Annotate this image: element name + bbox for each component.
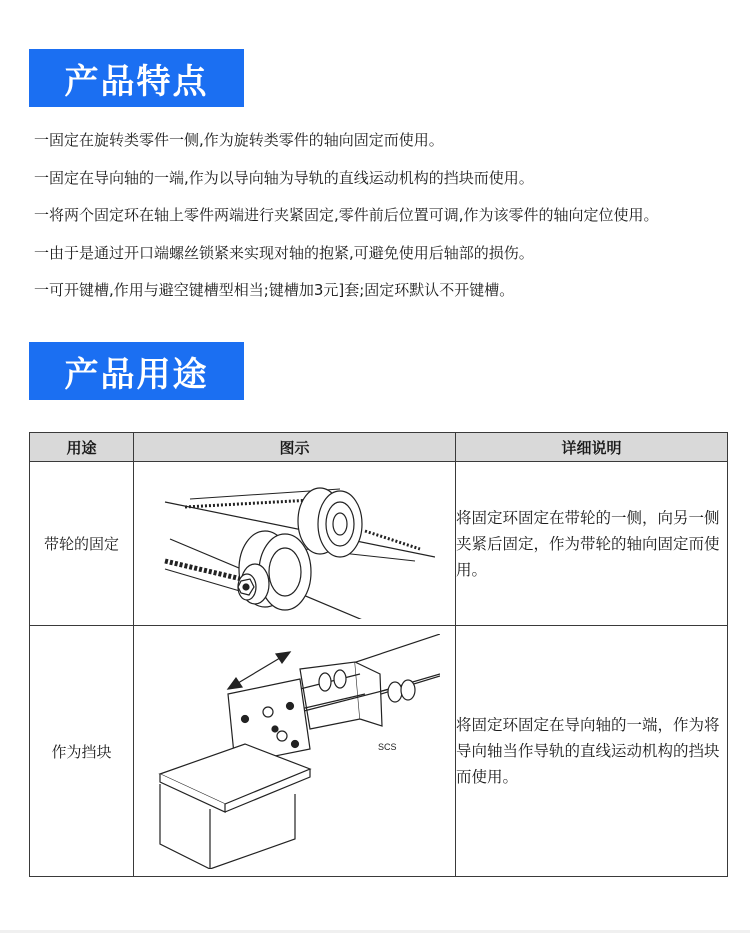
stopper-illustration-icon — [150, 634, 440, 869]
row-figure — [134, 462, 456, 626]
row-description: 将固定环固定在导向轴的一端，作为将导向轴当作导轨的直线运动机构的挡块而使用。 — [456, 626, 728, 877]
row-purpose: 作为挡块 — [30, 626, 134, 877]
pulley-illustration-icon — [155, 469, 435, 619]
row-purpose: 带轮的固定 — [30, 462, 134, 626]
table-header-row — [30, 433, 728, 462]
header-purpose: 用途 — [30, 433, 134, 462]
table-row — [30, 626, 728, 877]
header-description: 详细说明 — [456, 433, 728, 462]
feature-item: 一由于是通过开口端螺丝锁紧来实现对轴的抱紧,可避免使用后轴部的损伤。 — [34, 243, 534, 262]
figure-label: SCS — [377, 741, 397, 752]
row-description: 将固定环固定在带轮的一侧，向另一侧夹紧后固定，作为带轮的轴向固定而使用。 — [456, 462, 728, 626]
feature-item: 一将两个固定环在轴上零件两端进行夹紧固定,零件前后位置可调,作为该零件的轴向定位使用。 — [34, 206, 659, 224]
section-title-features: 产品特点 — [29, 49, 244, 107]
feature-item: 一可开键槽,作用与避空键槽型相当;键槽加3元]套;固定环默认不开键槽。 — [34, 281, 515, 299]
table-row — [30, 462, 728, 626]
usage-table — [29, 432, 728, 877]
feature-item: 一固定在旋转类零件一侧,作为旋转类零件的轴向固定而使用。 — [34, 131, 444, 149]
section-title-usage: 产品用途 — [29, 342, 244, 400]
row-figure — [134, 626, 456, 877]
feature-item: 一固定在导向轴的一端,作为以导向轴为导轨的直线运动机构的挡块而使用。 — [34, 168, 534, 187]
feature-list — [34, 131, 659, 319]
header-figure: 图示 — [134, 433, 456, 462]
